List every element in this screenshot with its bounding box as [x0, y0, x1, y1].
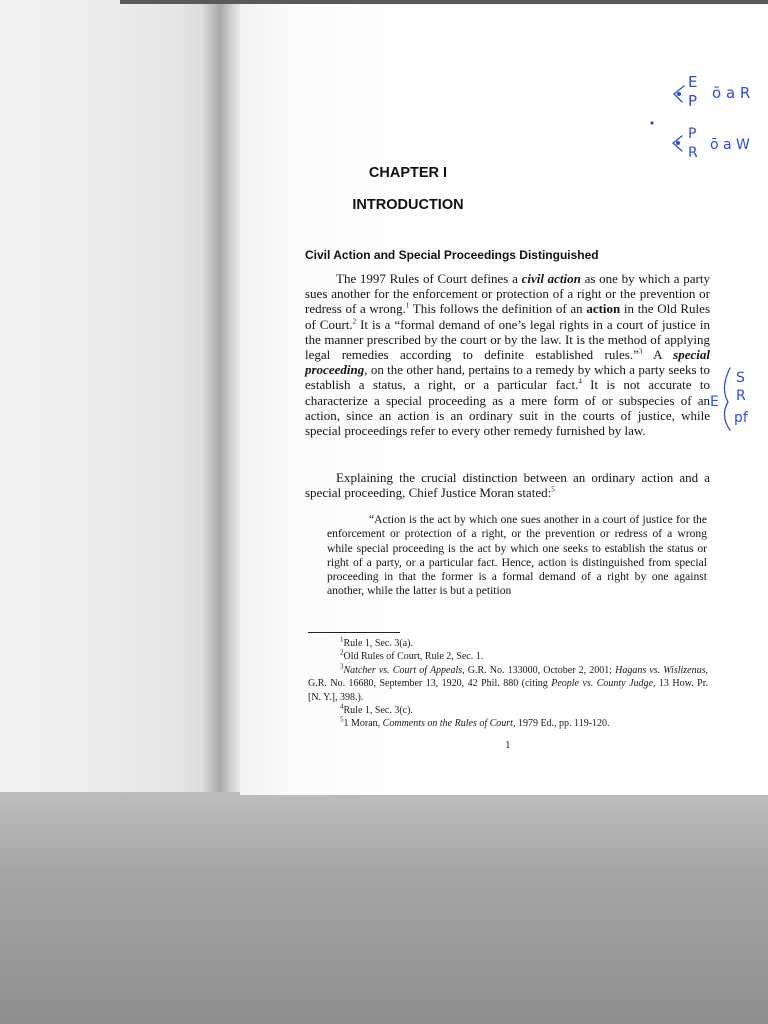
paragraph-moran-intro: Explaining the crucial distinction between an ordinary action and a special proceeding, Chief Justice Moran stated:$^5$: [305, 470, 710, 501]
svg-text:ō a R: ō a R: [712, 84, 751, 102]
paragraph-civil-action: The 1997 Rules of Court defines a civil action as one by which a party sues another for the enforcement or protection of a right or the prevention or redress of a wrong.$^1$ This follows the definition of an action in the Old Rules of Court.$^2$ It is a “formal demand of one’s legal rights in a court of justice in the manner prescribed by the court or by the law. It is the method of applying legal remedies according to definite established rules.”$^3$ A special proceeding, on the other hand, pertains to a remedy by which a party seeks to establish a status, a right, or a particular fact.$^4$ It is not accurate to characterize a special proceeding as a mere form of or subspecies of an action, since an action is an ordinary suit in the courts of justice, while special proceedings refer to every other remedy furnished by law.: [305, 271, 710, 439]
chapter-title: INTRODUCTION: [352, 197, 464, 213]
footnote-3: $^3$Natcher vs. Court of Appeals, G.R. No. 133000, October 2, 2001; Hagans vs. Wislizenus, G.R. No. 16680, September 13, 1920, 42 Phil. 880 (citing People vs. County Judge, 13 How. Pr. [N. Y.], 398.).: [308, 662, 708, 703]
page-number: 1: [505, 739, 511, 751]
footnote-1: $^1$Rule 1, Sec. 3(a).: [340, 635, 413, 649]
footnote-5: $^5$1 Moran, Comments on the Rules of Court, 1979 Ed., pp. 119-120.: [340, 716, 610, 730]
handwritten-annotation-top: [640, 66, 768, 166]
svg-text:E: E: [710, 394, 719, 410]
handwritten-annotation-side: [708, 362, 768, 434]
block-quote: “Action is the act by which one sues another in a court of justice for the enforcement or protection of a right, or the prevention or redress of a wrong while special proceeding is the act by which one seeks to establish the status or right of a party, or a particular fact. Hence, action is distinguished from special proceeding in that the former is a formal demand of a right by one against another, while the latter is but a petition: [327, 513, 707, 598]
footnotes: [308, 637, 708, 731]
footnote-2: $^2$Old Rules of Court, Rule 2, Sec. 1.: [340, 649, 484, 663]
footnote-divider: [308, 632, 400, 633]
svg-text:P: P: [688, 92, 698, 110]
chapter-number: CHAPTER I: [368, 165, 448, 181]
svg-text:S: S: [736, 370, 745, 386]
footnote-4: $^4$Rule 1, Sec. 3(c).: [340, 702, 413, 717]
svg-text:E: E: [688, 73, 698, 91]
svg-text:R: R: [736, 388, 746, 404]
book-spine-shadow: [200, 0, 244, 792]
left-page: [0, 0, 212, 792]
section-heading: Civil Action and Special Proceedings Distinguished: [305, 248, 599, 262]
svg-text:R: R: [688, 145, 698, 161]
svg-text:pf: pf: [734, 410, 748, 426]
page-top-edge: [120, 0, 768, 4]
svg-text:P: P: [688, 126, 697, 142]
table-surface: [0, 790, 768, 1024]
svg-text:ō a W: ō a W: [710, 137, 750, 153]
